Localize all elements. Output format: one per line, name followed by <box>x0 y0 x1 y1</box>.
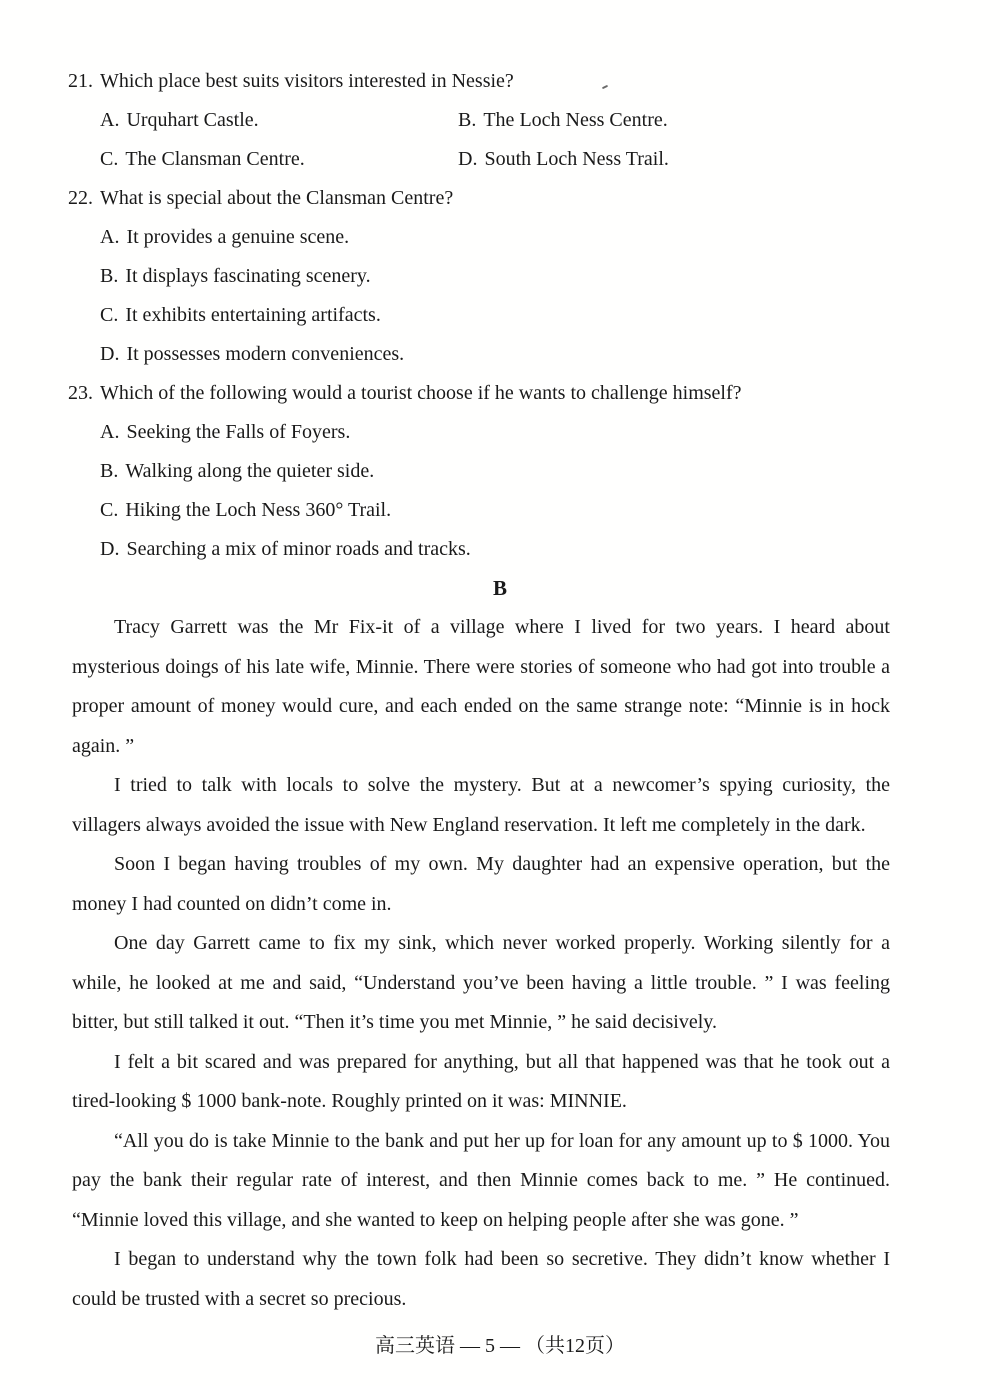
option-21-a <box>100 101 458 140</box>
reading-passage-b <box>0 608 1000 1319</box>
option-23-d-text: Searching a mix of minor roads and tracks. <box>126 538 471 560</box>
option-23-c-label: C. <box>100 499 119 521</box>
option-21-d-label: D. <box>458 148 478 170</box>
option-23-d-label: D. <box>100 538 120 560</box>
option-21-d-text: South Loch Ness Trail. <box>484 148 669 170</box>
passage-paragraph-1: Tracy Garrett was the Mr Fix-it of a village where I lived for two years. I heard about mysterious doings of his late wife, Minnie. There were stories of someone who had got into trouble a proper amount of money would cure, and each ended on the same strange note: “Minnie is in hock again. ” <box>72 616 890 757</box>
option-22-c-label: C. <box>100 304 119 326</box>
question-21-options <box>0 101 1000 179</box>
option-22-c <box>0 296 1000 335</box>
option-22-b <box>0 257 1000 296</box>
question-21 <box>0 62 1000 179</box>
question-22-text: What is special about the Clansman Centre? <box>100 187 454 209</box>
option-22-a <box>0 218 1000 257</box>
question-21-number: 21. <box>68 70 93 92</box>
option-22-a-label: A. <box>100 226 120 248</box>
page-footer: 高三英语 — 5 — （共12页） <box>375 1335 625 1357</box>
option-21-a-text: Urquhart Castle. <box>126 109 259 131</box>
option-22-d-text: It possesses modern conveniences. <box>126 343 405 365</box>
passage-paragraph-5: I felt a bit scared and was prepared for anything, but all that happened was that he took out a tired-looking $ 1000 bank-note. Roughly printed on it was: MINNIE. <box>72 1050 890 1112</box>
question-22-number: 22. <box>68 187 93 209</box>
option-22-c-text: It exhibits entertaining artifacts. <box>125 304 381 326</box>
option-21-a-label: A. <box>100 109 120 131</box>
option-23-b-text: Walking along the quieter side. <box>125 460 375 482</box>
passage-paragraph-7: I began to understand why the town folk had been so secretive. They didn’t know whether I could be trusted with a secret so precious. <box>72 1248 890 1310</box>
passage-paragraph-3: Soon I began having troubles of my own. My daughter had an expensive operation, but the money I had counted on didn’t come in. <box>72 853 890 915</box>
option-22-b-text: It displays fascinating scenery. <box>125 265 371 287</box>
option-21-d <box>458 140 1000 179</box>
option-22-b-label: B. <box>100 265 119 287</box>
question-22-stem <box>0 179 1000 218</box>
option-21-b-text: The Loch Ness Centre. <box>483 109 668 131</box>
question-21-text: Which place best suits visitors interested in Nessie? <box>100 70 514 92</box>
option-23-a-label: A. <box>100 421 120 443</box>
option-23-a-text: Seeking the Falls of Foyers. <box>126 421 351 443</box>
option-21-b-label: B. <box>458 109 477 131</box>
question-22 <box>0 179 1000 374</box>
option-23-b-label: B. <box>100 460 119 482</box>
option-22-a-text: It provides a genuine scene. <box>126 226 350 248</box>
passage-paragraph-4: One day Garrett came to fix my sink, which never worked properly. Working silently for a while, he looked at me and said, “Understand you’ve been having a little trouble. ” I was feeling bitter, but still talked it out. “Then it’s time you met Minnie, ” he said decisively. <box>72 932 890 1033</box>
question-23-text: Which of the following would a tourist choose if he wants to challenge himself? <box>100 382 742 404</box>
option-21-c-label: C. <box>100 148 119 170</box>
option-21-c-text: The Clansman Centre. <box>125 148 305 170</box>
option-23-d <box>0 530 1000 569</box>
option-23-b <box>0 452 1000 491</box>
question-23 <box>0 374 1000 569</box>
option-23-c-text: Hiking the Loch Ness 360° Trail. <box>125 499 392 521</box>
question-23-number: 23. <box>68 382 93 404</box>
option-21-b <box>458 101 1000 140</box>
option-21-c <box>100 140 458 179</box>
passage-paragraph-6: “All you do is take Minnie to the bank and put her up for loan for any amount up to $ 1000. You pay the bank their regular rate of interest, and then Minnie comes back to me. ” He continued. “Minnie loved this village, and she wanted to keep on helping people after she was gone. ” <box>72 1129 890 1231</box>
option-22-d <box>0 335 1000 374</box>
question-23-stem <box>0 374 1000 413</box>
passage-paragraph-2: I tried to talk with locals to solve the mystery. But at a newcomer’s spying curiosity, the villagers always avoided the issue with New England reservation. It left me completely in the dark. <box>72 774 890 836</box>
option-23-c <box>0 491 1000 530</box>
section-b-heading: B <box>492 576 507 600</box>
option-22-d-label: D. <box>100 343 120 365</box>
option-23-a <box>0 413 1000 452</box>
question-21-stem <box>0 62 1000 101</box>
